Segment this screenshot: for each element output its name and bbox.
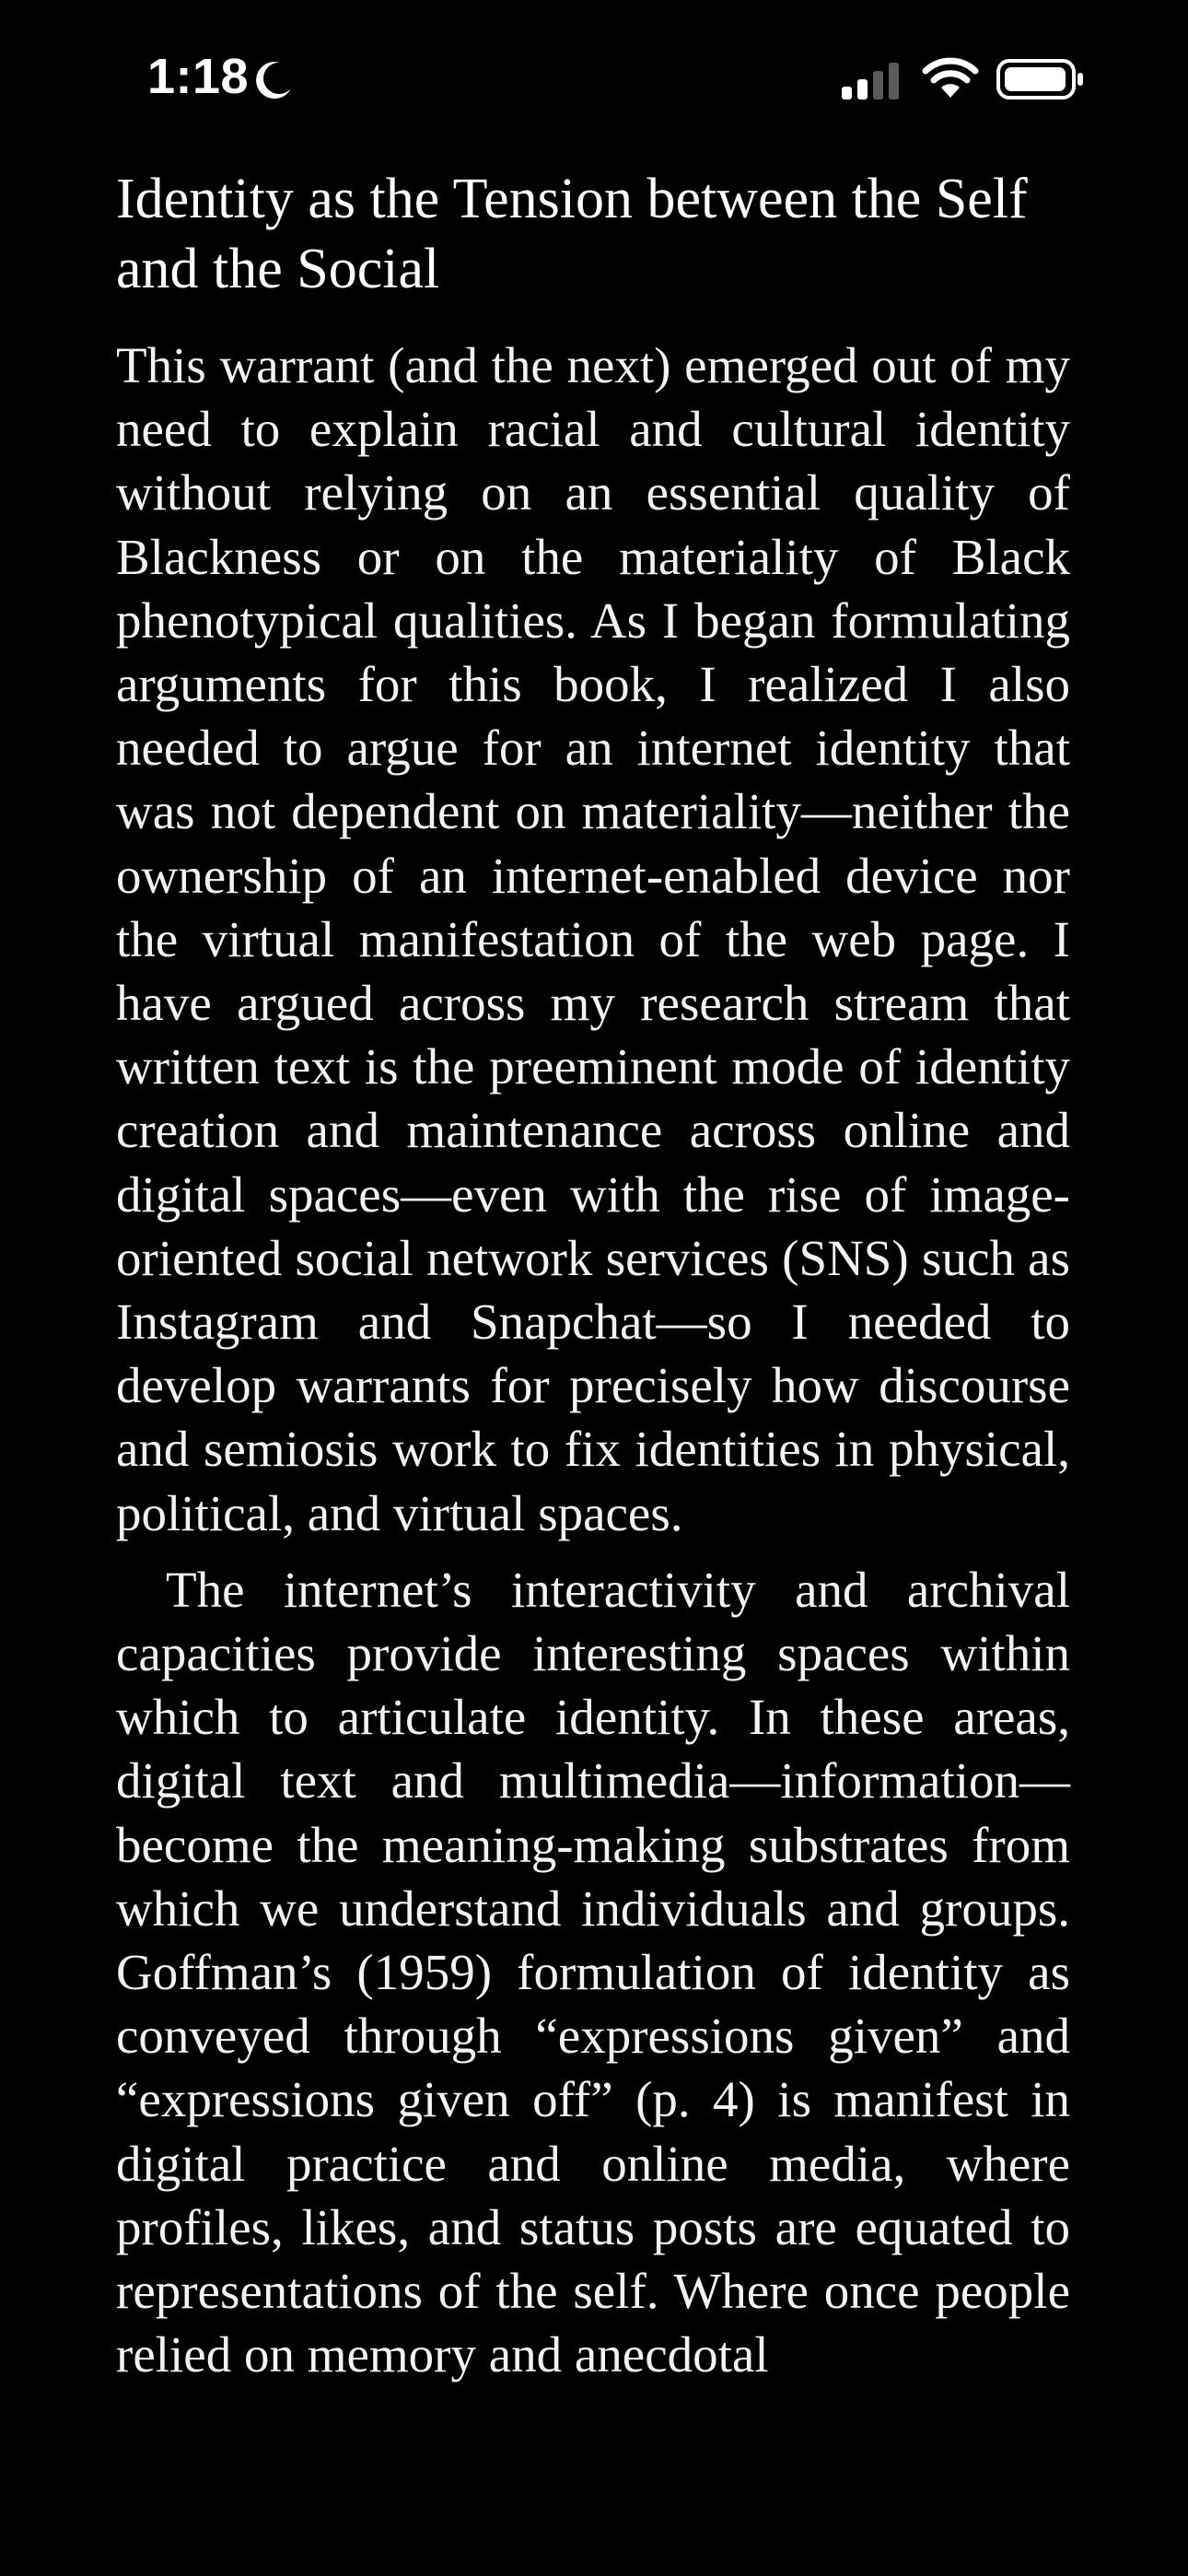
signal-bar-1 — [842, 87, 852, 100]
signal-bar-2 — [857, 79, 868, 100]
signal-bar-3 — [873, 71, 883, 100]
book-page[interactable] — [116, 164, 1070, 2400]
paragraph-2: The internet’s interactivity and archival capacities provide interesting spaces within which to articulate identity. In these areas, digital text and multimedia—information—become the meaning-making substrates from which we understand individuals and groups. Goffman’s (1959) formulation of identity as conveyed through “expressions given” and “expressions given off” (p. 4) is manifest in digital practice and online media, where profiles, likes, and status posts are equated to representations of the self. Where once people relied on memory and anecdotal — [116, 1561, 1070, 2383]
signal-bar-4 — [889, 63, 899, 100]
paragraph-1: This warrant (and the next) emerged out of my need to explain racial and cultural identity without relying on an essential quality of Blackness or on the materiality of Black phenotypical qualities. As I began formulating arguments for this book, I realized I also needed to argue for an internet identity that was not dependent on materiality—neither the ownership of an internet-enabled device nor the virtual manifestation of the web page. I have argued across my research stream that written text is the preeminent mode of identity creation and maintenance across online and digital spaces—even with the rise of image-oriented social network services (SNS) such as Instagram and Snapchat—so I needed to develop warrants for precisely how discourse and semiosis work to fix identities in physical, political, and virtual spaces. — [116, 337, 1070, 1541]
cellular-signal-icon — [840, 61, 903, 101]
wifi-icon — [921, 55, 980, 101]
battery-icon — [996, 57, 1085, 101]
section-heading: Identity as the Tension between the Self and the Social — [116, 168, 1028, 300]
status-time: 1:18 — [147, 49, 250, 104]
moon-icon — [252, 59, 295, 101]
status-bar — [0, 0, 1188, 161]
